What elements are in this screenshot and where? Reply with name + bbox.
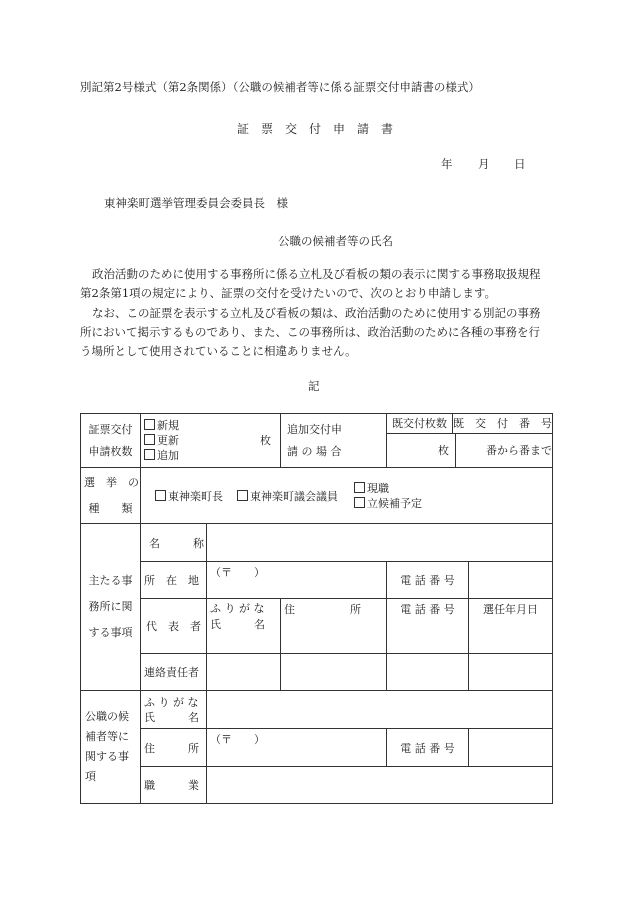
date-year: 年 [441,157,453,171]
rep-address-cell [281,599,387,654]
rep-name-cell [207,599,281,654]
add-case-label-1: 追加交付申 [287,422,343,436]
option-add-label: 追加 [157,449,179,462]
candidate-section-label [81,691,141,804]
election-type-row [81,468,553,524]
cand-label-4: 項 [85,770,96,783]
office-postal-mark: （〒 ） [207,562,387,599]
election-label-cell [81,468,141,524]
checkbox-incumbent[interactable] [354,482,365,493]
issued-count-unit: 枚 [387,434,456,467]
issued-count-label: 既交付枚数 [387,414,453,433]
cand-occupation-label: 職 業 [141,767,207,804]
office-location-row [81,562,553,599]
checkbox-council[interactable] [237,490,248,501]
ki-mark: 記 [308,379,320,393]
para2-line3: う場所として使用されていることに相違ありません。 [80,344,357,358]
cand-occupation-field[interactable] [207,767,553,804]
option-mayor-label: 東神楽町長 [168,489,223,503]
cand-name-label: 氏 名 [144,710,199,724]
application-table [80,413,553,804]
rep-address-label: 住 所 [284,603,362,616]
add-case-label-cell [281,414,387,468]
representative-label: 代 表 者 [141,599,207,654]
issue-count-row [81,414,553,468]
office-label-3: する事項 [88,626,133,639]
representative-row [81,599,553,654]
contact-person-label: 連絡責任者 [141,654,207,691]
office-label-1: 主たる事 [88,574,133,587]
issued-number-range [456,434,552,467]
option-renew-label: 更新 [157,434,179,447]
checkbox-renew[interactable] [144,434,155,445]
office-label-2: 務所に関 [88,600,133,613]
cand-furigana-label: ふ り が な [144,695,199,709]
date-day: 日 [514,157,526,171]
cand-phone-field[interactable] [469,729,553,767]
para2-line1: なお、この証票を表示する立札及び看板の類は、政治活動のために使用する別記の事務 [92,306,541,320]
issued-number-label: 既 交 付 番 号 [453,417,553,430]
candidate-address-row [81,729,553,767]
cand-name-label-cell [141,691,207,729]
status-options [354,481,422,511]
para1-line2: 第2条第1項の規定により、証票の交付を受けたいので、次のとおり申請します。 [80,286,496,300]
election-options-cell [141,468,553,524]
checkbox-add[interactable] [144,449,155,460]
option-council[interactable] [237,488,338,504]
option-new-label: 新規 [157,419,179,432]
body-paragraph-1 [80,265,554,303]
election-label-2: 種 類 [88,501,133,515]
option-add[interactable] [144,448,277,463]
option-incumbent[interactable] [354,481,422,496]
date-month: 月 [478,157,490,171]
option-incumbent-label: 現職 [367,481,389,495]
sheet-unit: 枚 [260,434,272,447]
office-phone-field[interactable] [469,562,553,599]
candidate-name-row [81,691,553,729]
form-label: 別記第2号様式（第2条関係）（公職の候補者等に係る証票交付申請書の様式） [80,80,480,94]
option-new[interactable] [144,418,277,433]
document-title: 証 票 交 付 申 請 書 [236,122,393,136]
candidate-occupation-row [81,767,553,804]
add-case-label-2: 請 の 場 合 [287,444,342,458]
office-name-field[interactable] [207,524,553,562]
issue-count-label-cell [81,414,141,468]
checkbox-candidate[interactable] [354,497,365,508]
rep-furigana-label: ふ り が な [210,602,265,615]
contact-name-field[interactable] [207,654,281,691]
contact-row [81,654,553,691]
office-phone-label: 電 話 番 号 [387,562,469,599]
cand-address-label: 住 所 [141,729,207,767]
cand-postal-mark: （〒 ） [207,729,387,767]
cand-label-2: 補者等に [85,730,129,743]
from-number-label: 番から [486,444,520,457]
office-location-label: 所 在 地 [141,562,207,599]
rep-appointed-date-label: 選任年月日 [469,599,553,654]
cand-name-field[interactable] [207,691,553,729]
rep-phone-label: 電 話 番 号 [387,599,469,654]
cand-label-1: 公職の候 [85,710,129,723]
issued-info-cell [387,414,553,468]
para2-line2: 所において掲示するものであり、また、この事務所は、政治活動のために各種の事務を行 [80,325,540,339]
office-name-label: 名 称 [141,524,207,562]
office-name-row [81,524,553,562]
office-section-label [81,524,141,691]
applicant-name-label: 公職の候補者等の氏名 [278,234,393,248]
option-council-label: 東神楽町議会議員 [250,489,338,503]
issue-type-cell [141,414,281,468]
cand-phone-label: 電 話 番 号 [387,729,469,767]
option-renew[interactable] [144,433,277,448]
contact-date-field[interactable] [469,654,553,691]
contact-address-field[interactable] [281,654,387,691]
issued-info-header [387,414,552,434]
para1-line1: 政治活動のために使用する事務所に係る立札及び看板の類の表示に関する事務取扱規程 [92,267,541,281]
option-candidate-label: 立候補予定 [367,496,422,510]
issued-info-values [387,434,552,467]
option-mayor[interactable] [155,488,223,504]
to-number-label: 番まで [519,444,553,457]
contact-phone-field[interactable] [387,654,469,691]
addressee: 東神楽町選挙管理委員会委員長 様 [104,196,288,210]
cand-label-3: 関する事 [85,750,129,763]
body-paragraph-2 [80,304,554,361]
checkbox-new[interactable] [144,419,155,430]
issue-count-label-2: 申請枚数 [88,444,133,458]
election-label-1: 選 挙 の [84,475,139,489]
checkbox-mayor[interactable] [155,490,166,501]
issue-count-label-1: 証票交付 [88,422,133,436]
election-options [155,481,549,511]
option-candidate[interactable] [354,496,422,511]
rep-name-label: 氏 名 [210,618,265,631]
